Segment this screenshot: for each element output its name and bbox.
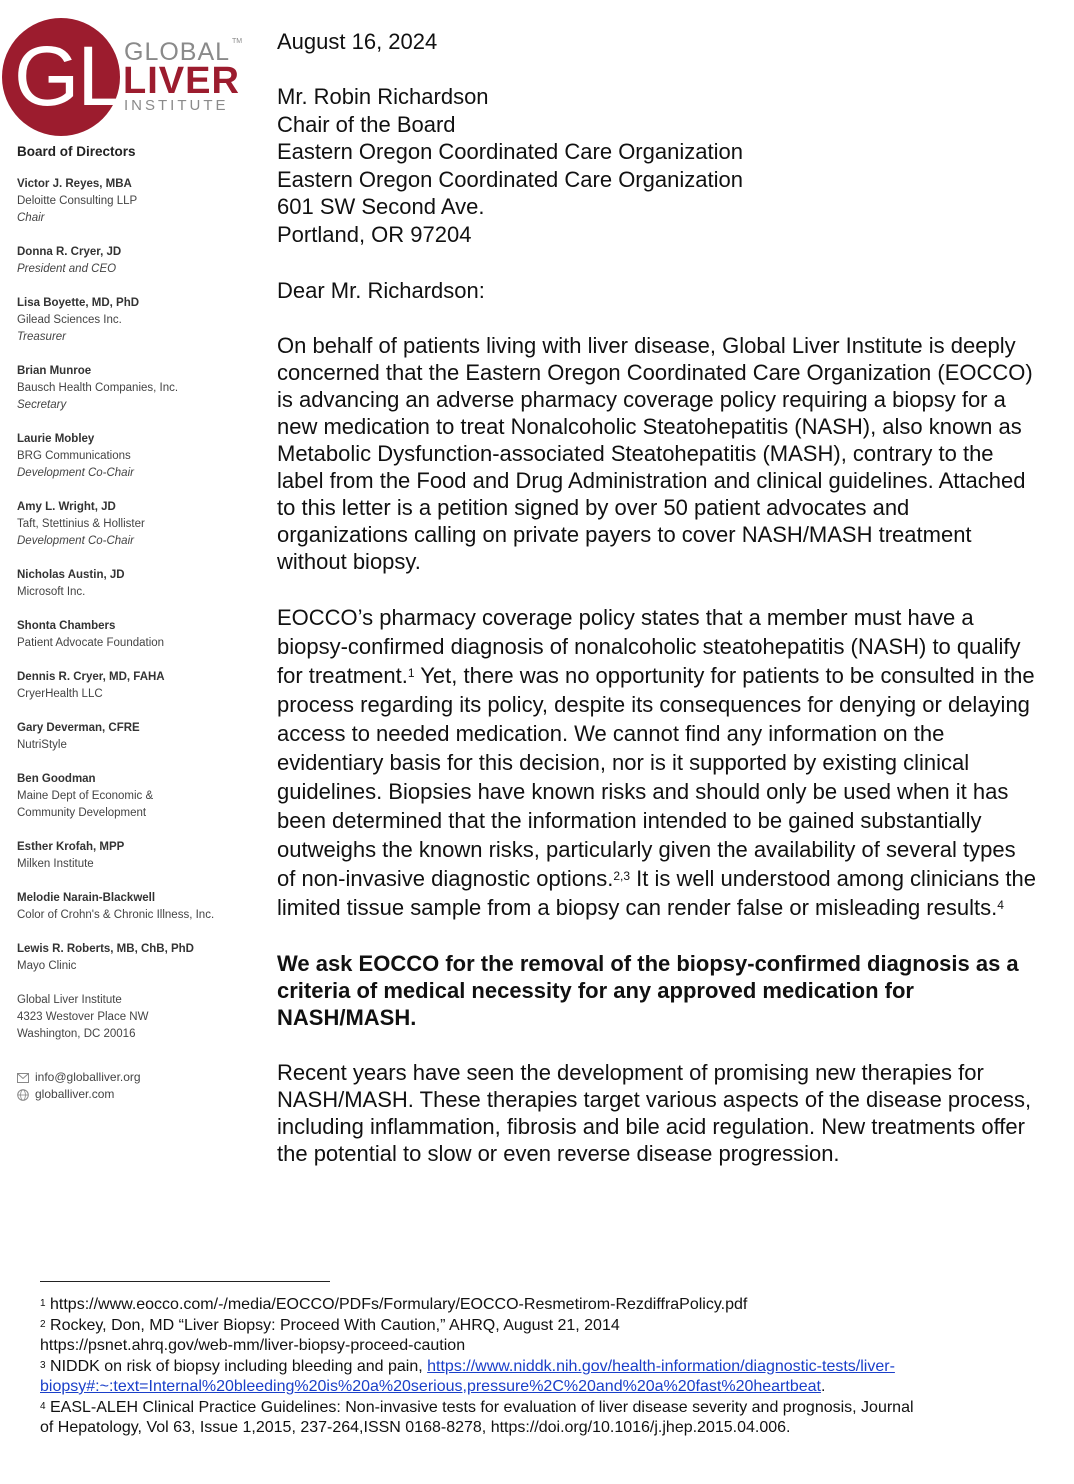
member-name: Nicholas Austin, JD <box>17 569 125 581</box>
board-member <box>17 941 257 975</box>
member-org: Gilead Sciences Inc. <box>17 314 122 326</box>
board-member <box>17 295 257 346</box>
member-name: Ben Goodman <box>17 773 96 785</box>
member-role: President and CEO <box>17 263 117 275</box>
footnote-2-url: https://psnet.ahrq.gov/web-mm/liver-biopsy-proceed-caution <box>40 1337 466 1354</box>
website-link[interactable]: globalliver.com <box>35 1087 115 1101</box>
board-sidebar <box>17 143 257 1103</box>
logo-mark: GLI <box>14 29 144 123</box>
footnote-number: 3 <box>40 1359 46 1371</box>
member-name: Donna R. Cryer, JD <box>17 246 122 258</box>
member-name: Amy L. Wright, JD <box>17 501 116 513</box>
board-member <box>17 890 257 924</box>
member-org-line2: Community Development <box>17 807 147 819</box>
footnote-period: . <box>820 1378 826 1395</box>
envelope-icon <box>17 1072 29 1084</box>
footnote-number: 1 <box>40 1298 46 1309</box>
address-line: Washington, DC 20016 <box>17 1028 136 1040</box>
footnote-text: Rockey, Don, MD “Liver Biopsy: Proceed With Caution,” AHRQ, August 21, 2014 <box>45 1316 620 1334</box>
member-org: Microsoft Inc. <box>17 586 86 598</box>
paragraph-therapies: Recent years have seen the development of promising new therapies for NASH/MASH. These therapies target various aspects of the disease process, including inflammation, fibrosis and bile acid regulation. New treatments offer the potential to slow or even reverse disease progression. <box>277 1059 1032 1166</box>
member-org: Taft, Stettinius & Hollister <box>17 518 145 530</box>
footnote-3 <box>40 1357 1040 1378</box>
niddk-link[interactable]: https://www.niddk.nih.gov/health-information/diagnostic-tests/liver- <box>427 1357 895 1375</box>
letter-date: August 16, 2024 <box>277 29 438 54</box>
footnote-1 <box>40 1295 1040 1316</box>
board-member <box>17 618 257 652</box>
recipient-block <box>277 83 1037 249</box>
footnote-ref[interactable]: 1 <box>407 665 415 680</box>
member-org: Deloitte Consulting LLP <box>17 195 138 207</box>
member-role: Development Co-Chair <box>17 535 134 547</box>
member-name: Melodie Narain-Blackwell <box>17 892 156 904</box>
logo-global: GLOBAL <box>124 38 231 66</box>
institute-address <box>17 992 257 1043</box>
board-member <box>17 567 257 601</box>
member-org: Maine Dept of Economic & <box>17 790 154 802</box>
footnote-number: 4 <box>40 1400 46 1412</box>
member-name: Esther Krofah, MPP <box>17 841 125 853</box>
email-row[interactable] <box>17 1069 257 1086</box>
member-org: Color of Crohn's & Chronic Illness, Inc. <box>17 909 215 921</box>
board-member <box>17 363 257 414</box>
recipient-line: Eastern Oregon Coordinated Care Organization <box>277 139 743 165</box>
member-org: NutriStyle <box>17 739 67 751</box>
board-member <box>17 839 257 873</box>
logo-tm: TM <box>232 38 243 45</box>
member-name: Lewis R. Roberts, MB, ChB, PhD <box>17 943 194 955</box>
member-role: Treasurer <box>17 331 66 343</box>
member-name: Laurie Mobley <box>17 433 95 445</box>
policy-text-b: Yet, there was no opportunity for patients to be consulted in the process regarding its policy, despite its consequences for denying or delaying access to needed medication. We cannot find any information on the evidentiary basis for this decision, nor is it supported by existing clinical guidelines. Biopsies have known risks and should only be used when it has been determined that the information intended to be gained substantially outweighs the known risks, particularly given the availability of several types of non-invasive diagnostic options. <box>277 662 1035 891</box>
footnote-text: https://www.eocco.com/-/media/EOCCO/PDFs/Formulary/EOCCO-Resmetirom-RezdiffraPolicy.pdf <box>45 1296 748 1313</box>
logo-institute: INSTITUTE <box>124 97 229 114</box>
member-role: Development Co-Chair <box>17 467 134 479</box>
letter-body <box>277 28 1037 1195</box>
footnote-text: NIDDK on risk of biopsy including bleeding and pain, <box>45 1357 428 1375</box>
niddk-link-cont[interactable]: biopsy#:~:text=Internal%20bleeding%20is%20a%20serious,pressure%2C%20and%20a%20fast%20heartbeat <box>40 1378 821 1395</box>
board-title: Board of Directors <box>17 144 136 159</box>
member-name: Brian Munroe <box>17 365 92 377</box>
board-member <box>17 771 257 822</box>
paragraph-intro: On behalf of patients living with liver disease, Global Liver Institute is deeply concerned that the Eastern Oregon Coordinated Care Organization (EOCCO) is advancing an adverse pharmacy coverage policy requiring a biopsy for a new medication to treat Nonalcoholic Steatohepatitis (NASH), also known as Metabolic Dysfunction-associated Steatohepatitis (MASH), contrary to the label from the Food and Drug Administration and clinical guidelines. Attached to this letter is a petition signed by over 50 patient advocates and organizations calling on private payers to cover NASH/MASH treatment without biopsy. <box>277 332 1033 574</box>
board-member <box>17 669 257 703</box>
globe-icon <box>17 1089 29 1101</box>
member-org: BRG Communications <box>17 450 131 462</box>
footnote-4-cont: of Hepatology, Vol 63, Issue 1,2015, 237-264,ISSN 0168-8278, https://doi.org/10.1016/j.jhep.2015.04.006. <box>40 1419 791 1436</box>
recipient-line: Portland, OR 97204 <box>277 221 472 247</box>
email-link[interactable]: info@globalliver.org <box>35 1070 141 1084</box>
member-org: Milken Institute <box>17 858 94 870</box>
member-role: Secretary <box>17 399 67 411</box>
gli-logo <box>0 8 250 133</box>
member-org: Bausch Health Companies, Inc. <box>17 382 179 394</box>
policy-text-a: EOCCO’s pharmacy coverage policy states that a member must have a biopsy-confirmed diagnosis of nonalcoholic steatohepatitis (NASH) to qualify for treatment. <box>277 604 1021 688</box>
member-name: Dennis R. Cryer, MD, FAHA <box>17 671 165 683</box>
recipient-line: Eastern Oregon Coordinated Care Organization <box>277 166 743 192</box>
member-name: Gary Deverman, CFRE <box>17 722 140 734</box>
footnote-4 <box>40 1398 1040 1419</box>
board-member <box>17 720 257 754</box>
contact-block <box>17 1069 257 1103</box>
recipient-line: Chair of the Board <box>277 111 456 137</box>
board-member <box>17 176 257 227</box>
website-row[interactable] <box>17 1086 257 1103</box>
address-line: Global Liver Institute <box>17 994 122 1006</box>
member-name: Shonta Chambers <box>17 620 116 632</box>
policy-text-c: It is well understood among clinicians the limited tissue sample from a biopsy can render false or misleading results. <box>277 865 1037 920</box>
member-org: Mayo Clinic <box>17 960 77 972</box>
footnote-2 <box>40 1316 1040 1337</box>
footnote-ref[interactable]: 4 <box>997 897 1004 912</box>
logo-liver: LIVER <box>123 60 240 102</box>
footnote-ref[interactable]: 2,3 <box>613 868 631 883</box>
board-member <box>17 244 257 278</box>
footnotes <box>40 1295 1040 1439</box>
member-name: Victor J. Reyes, MBA <box>17 178 132 190</box>
footnote-divider <box>40 1281 330 1282</box>
salutation: Dear Mr. Richardson: <box>277 277 485 303</box>
member-org: CryerHealth LLC <box>17 688 103 700</box>
footnote-text: EASL-ALEH Clinical Practice Guidelines: Non-invasive tests for evaluation of liver disease severity and prognosis, Journal <box>45 1398 914 1416</box>
member-org: Patient Advocate Foundation <box>17 637 165 649</box>
board-member <box>17 499 257 550</box>
address-line: 4323 Westover Place NW <box>17 1011 149 1023</box>
paragraph-request: We ask EOCCO for the removal of the biopsy-confirmed diagnosis as a criteria of medical necessity for any approved medication for NASH/MASH. <box>277 950 1019 1030</box>
member-role: Chair <box>17 212 45 224</box>
recipient-line: 601 SW Second Ave. <box>277 194 485 220</box>
member-name: Lisa Boyette, MD, PhD <box>17 297 140 309</box>
recipient-line: Mr. Robin Richardson <box>277 84 489 109</box>
board-member <box>17 431 257 482</box>
paragraph-policy <box>277 603 1037 922</box>
footnote-3-cont <box>40 1377 1040 1398</box>
footnote-number: 2 <box>40 1318 46 1330</box>
